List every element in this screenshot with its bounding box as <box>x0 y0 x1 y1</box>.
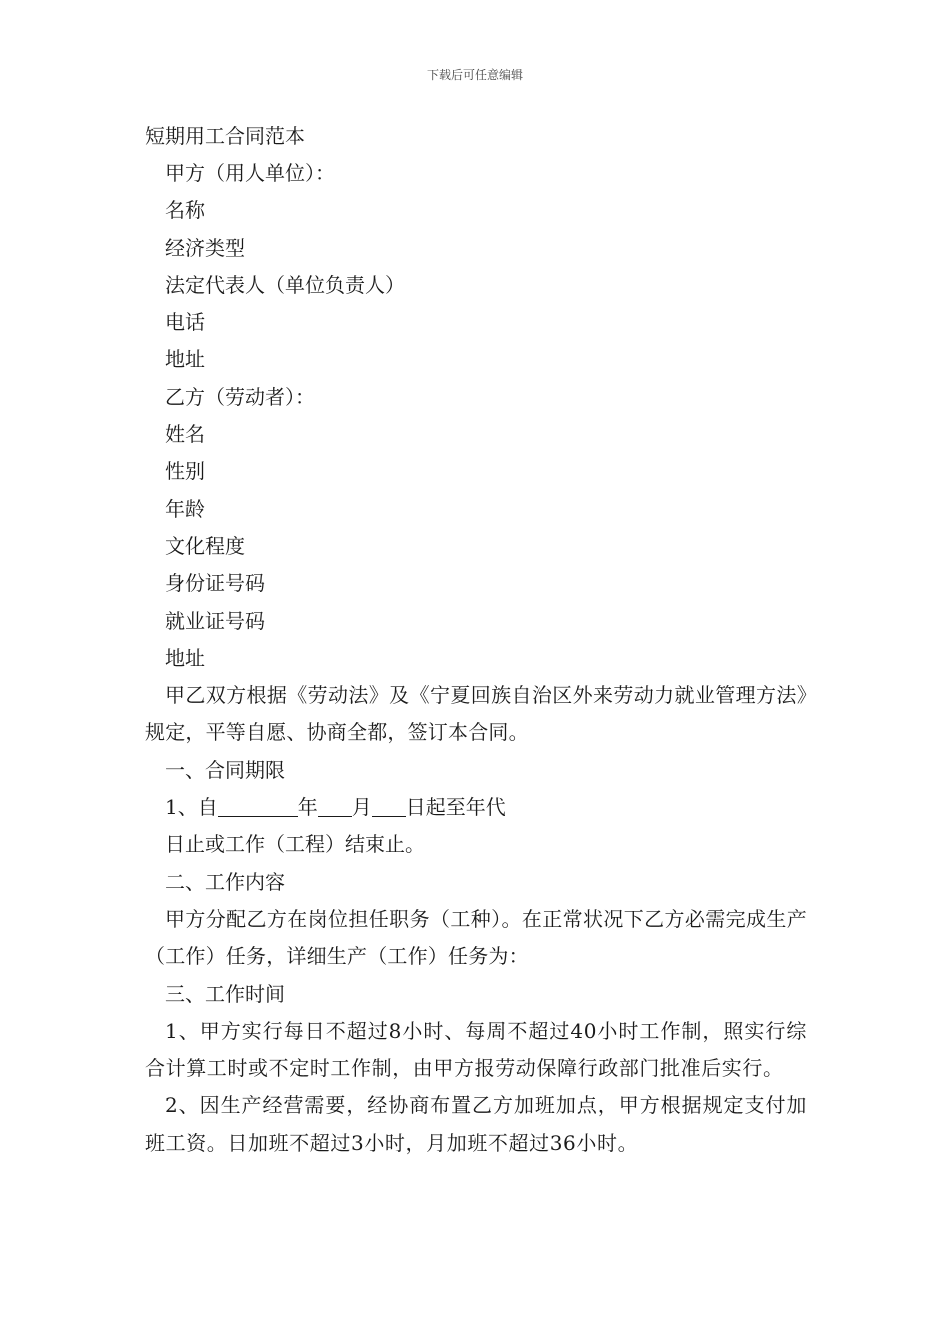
party-b-field: 身份证号码 <box>165 571 265 596</box>
section-1-item-1 <box>145 789 807 826</box>
day-blank <box>372 794 406 817</box>
party-b-field: 性别 <box>165 459 205 484</box>
party-a-field: 地址 <box>165 347 205 372</box>
document-body <box>145 118 807 1162</box>
section-3-item-2: 2、因生产经营需要，经协商布置乙方加班加点，甲方根据规定支付加班工资。日加班不超过3小时，月加班不超过36小时。 <box>145 1093 807 1155</box>
party-b-field: 地址 <box>165 645 205 670</box>
party-b-field: 文化程度 <box>165 533 245 558</box>
item-prefix: 1、自 <box>165 795 218 820</box>
intro-paragraph: 甲乙双方根据《劳动法》及《宁夏回族自治区外来劳动力就业管理方法》规定，平等自愿、协商全都，签订本合同。 <box>145 683 807 745</box>
month-label: 月 <box>351 795 372 820</box>
section-1-heading: 一、合同期限 <box>165 757 285 782</box>
party-a-field: 电话 <box>165 310 205 335</box>
section-2-paragraph: 甲方分配乙方在岗位担任职务（工种）。在正常状况下乙方必需完成生产（工作）任务，详细生产（工作）任务为： <box>145 906 807 969</box>
party-a-field: 名称 <box>165 198 205 223</box>
section-3-item-1: 1、甲方实行每日不超过8小时、每周不超过40小时工作制，照实行综合计算工时或不定时工作制，由甲方报劳动保障行政部门批准后实行。 <box>145 1018 807 1081</box>
party-b-field: 姓名 <box>165 422 205 447</box>
year-label: 年 <box>297 795 318 820</box>
month-blank <box>318 794 352 817</box>
page-header: 下载后可任意编辑 <box>426 68 523 82</box>
year-blank <box>218 794 298 817</box>
section-2-heading: 二、工作内容 <box>165 869 285 894</box>
party-b-heading: 乙方（劳动者）： <box>165 384 315 409</box>
party-a-heading: 甲方（用人单位）： <box>165 161 335 185</box>
party-b-field: 就业证号码 <box>165 608 265 633</box>
document-title: 短期用工合同范本 <box>145 124 305 148</box>
item-suffix: 日起至年代 <box>405 795 506 820</box>
party-a-field: 经济类型 <box>165 235 245 260</box>
party-b-field: 年龄 <box>165 496 205 521</box>
section-1-item-1-continued: 日止或工作（工程）结束止。 <box>165 832 425 857</box>
party-a-field: 法定代表人（单位负责人） <box>165 272 405 297</box>
section-3-heading: 三、工作时间 <box>165 981 285 1006</box>
